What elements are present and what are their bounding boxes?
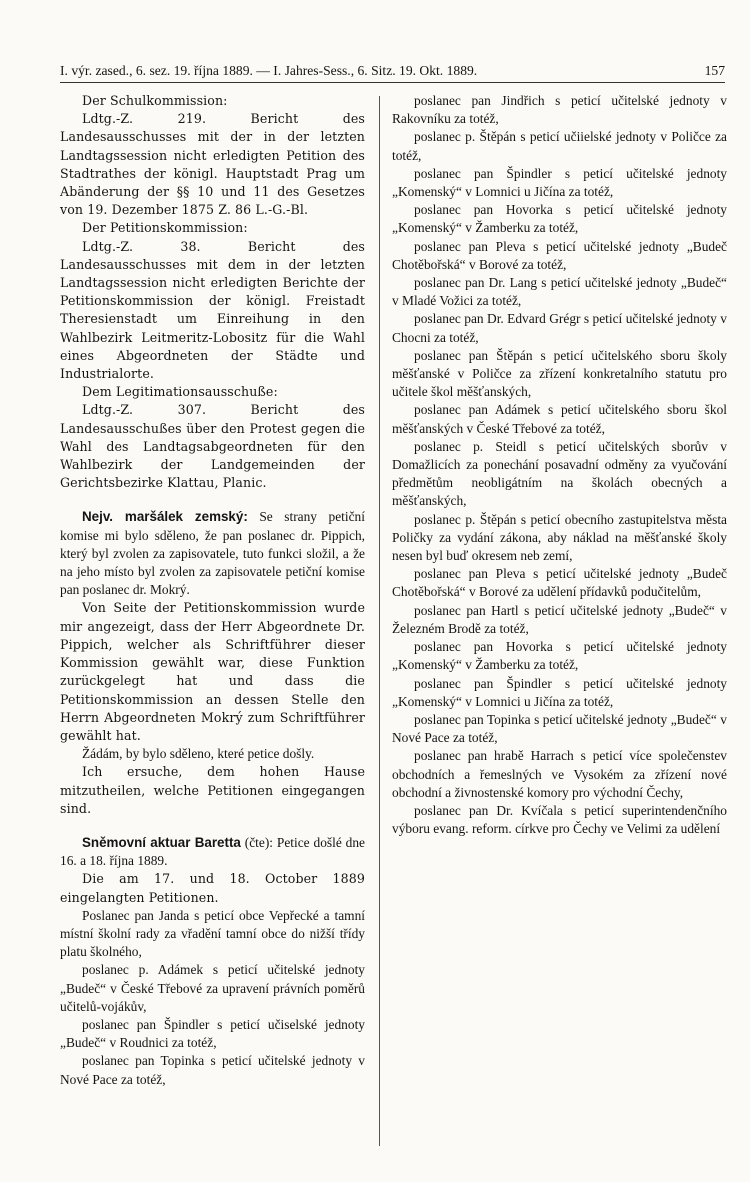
paragraph [392,401,727,437]
paragraph-text: poslanec pan Jindřich s peticí učitelské jednoty v Rakovníku za totéž, [392,93,727,127]
right-column [392,92,727,838]
paragraph-text: Se strany petiční komise mi bylo sděleno, že pan poslanec dr. Pippich, který byl zvolen za zapisovatele, tuto funkci složil, a že na jeho místo byl zvolen za zapisovatele petiční komise pan poslanec dr. Mokrý. [60,509,365,598]
paragraph-text: Ldtg.-Z. 38. Bericht des Landesausschusses mit dem in der letzten Landtagssession nicht erledigten Berichte der Petitionskommission der königl. Freistadt Theresienstadt um Einreihung in den Wahlbezirk Leitmeritz-Lobositz für die Wahl eines Abgeordneten der Städte und Industrialorte. [60,238,365,382]
paragraph-text: Der Petitionskommission: [82,220,248,236]
paragraph [392,802,727,838]
paragraph-text: poslanec pan Hartl s peticí učitelské jednoty „Budeč“ v Železném Brodě za totéž, [392,602,727,636]
speaker-name: Sněmovní aktuar Baretta [82,834,241,850]
paragraph-text: Dem Legitimationsausschuße: [82,384,278,400]
speaker-name: Nejv. maršálek zemský: [82,509,248,525]
paragraph-text: Der Schulkommission: [82,93,228,108]
paragraph-text: Ldtg.-Z. 219. Bericht des Landesausschusses mit der in der letzten Landtagssession nicht erledigten Petition des Stadtrathes der königl. Hauptstadt Prag um Abänderung der §§ 10 und 11 des Gesetzes von 19. Dezember 1875 Z. 86 L.-G.-Bl. [60,111,365,218]
paragraph-text: poslanec pan Topinka s peticí učitelské jednoty v Nové Pace za totéž, [60,1053,365,1087]
paragraph-text: poslanec pan Adámek s peticí učitelského sboru škol měšťanských v České Třebové za totéž, [392,402,727,436]
paragraph [392,92,727,128]
paragraph-text: poslanec pan Hovorka s peticí učitelské jednoty „Komenský“ v Žamberku za totéž, [392,202,727,236]
paragraph-text: poslanec p. Štěpán s peticí učiielské jednoty v Poličce za totéž, [392,129,727,163]
column-divider [379,96,380,1146]
paragraph [392,347,727,402]
paragraph [60,92,365,110]
paragraph-text: poslanec pan hrabě Harrach s peticí více společenstev obchodních a řemeslných ve Vysokém za zřízení nové obchodní a živnostenské komory pro východní Čechy, [392,748,727,800]
paragraph [60,1052,365,1088]
header-rule [60,82,725,83]
paragraph [60,870,365,906]
paragraph [60,508,365,599]
paragraph-text: poslanec pan Topinka s peticí učitelské jednoty „Budeč“ v Nové Pace za totéž, [392,711,727,746]
paragraph [392,310,727,346]
paragraph [392,238,727,274]
paragraph-text: poslanec pan Špindler s peticí učitelské jednoty „Komenský“ v Lomnici u Jičína za totéž, [392,165,727,200]
paragraph-text: (čte): Petice došlé dne 16. a 18. října 1889. [60,834,365,869]
paragraph [392,165,727,201]
paragraph [392,602,727,638]
paragraph-text: poslanec pan Pleva s peticí učitelské jednoty „Budeč Chotěbořská“ v Borové za totéž, [392,238,727,272]
left-column [60,92,365,1089]
paragraph-text: poslanec pan Dr. Lang s peticí učitelské jednoty „Budeč“ v Mladé Vožici za totéž, [392,275,727,309]
paragraph-text: Žádám, by bylo sděleno, které petice došly. [82,746,315,762]
paragraph [392,511,727,566]
paragraph [392,747,727,802]
paragraph [392,438,727,511]
paragraph [60,599,365,745]
paragraph [60,110,365,219]
paragraph [392,274,727,310]
paragraph-text: poslanec pan Hovorka s peticí učitelské jednoty „Komenský“ v Žamberku za totéž, [392,639,727,673]
paragraph-text: poslanec p. Adámek s peticí učitelské jednoty „Budeč“ v České Třebové za upravení právních poměrů učitelů-vojákův, [60,962,365,1014]
paragraph [60,1016,365,1052]
paragraph-text: poslanec pan Štěpán s peticí učitelského sboru školy měšťanské v Poličce za zřízení konkretalního statutu pro učitele škol měšťanských, [392,347,727,400]
paragraph [392,201,727,237]
paragraph [60,383,365,401]
paragraph-text: Poslanec pan Janda s peticí obce Vepřecké a tamní místní školní rady za vřadění tamní obce do nižší třídy platu školného, [60,907,365,960]
paragraph-text: Von Seite der Petitionskommission wurde mir angezeigt, dass der Herr Abgeordnete Dr. Pippich, welcher als Schriftführer dieser Kommission gewählt war, diese Funktion zurückgelegt hat und dass die Petitionskommission an dessen Stelle den Herrn Abgeordneten Mokrý zum Schriftführer gewählt hat. [60,600,365,743]
paragraph [60,961,365,1016]
paragraph [60,745,365,763]
paragraph [60,907,365,962]
page-number: 157 [704,63,725,78]
paragraph-text: Die am 17. und 18. October 1889 eingelangten Petitionen. [60,871,365,905]
paragraph [392,711,727,747]
paragraph-text: Ldtg.-Z. 307. Bericht des Landesausschußes über den Protest gegen die Wahl des Landtagsabgeordneten für den Wahlbezirk der Landgemeinden der Gerichtsbezirke Klattau, Planic. [60,402,365,491]
paragraph-text: Ich ersuche, dem hohen Hause mitzutheilen, welche Petitionen eingegangen sind. [60,764,365,816]
paragraph [60,238,365,384]
paragraph-text: poslanec pan Dr. Edvard Grégr s peticí učitelské jednoty v Chocni za totéž, [392,311,727,345]
paragraph [392,128,727,164]
paragraph-text: poslanec pan Dr. Kvíčala s peticí superintendenčního výboru evang. reform. církve pro Čechy ve Velimi za udělení [392,802,727,837]
paragraph [392,565,727,601]
running-header [60,60,725,82]
paragraph-text: poslanec pan Špindler s peticí učitelské jednoty „Komenský“ v Lomnici u Jičína za totéž, [392,675,727,709]
paragraph [60,763,365,818]
paragraph-text: poslanec p. Štěpán s peticí obecního zastupitelstva města Poličky za vydání zákona, aby náklad na měšťanské školy nesen byl buď okresem neb zemí, [392,511,727,564]
paragraph [60,834,365,870]
paragraph [60,401,365,492]
paragraph [392,675,727,711]
paragraph-text: poslanec pan Pleva s peticí učitelské jednoty „Budeč Chotěbořská“ v Borové za udělení přídavků podučitelům, [392,566,727,600]
paragraph [60,219,365,237]
paragraph-text: poslanec pan Špindler s peticí učiselské jednoty „Budeč“ v Roudnici za totéž, [60,1016,365,1051]
paragraph [392,638,727,674]
paragraph-text: poslanec p. Steidl s peticí učitelských sborův v Domažlicích za ponechání posavadní odměny za vyučování předmětům neobligátním na školách obecných a měšťanských, [392,438,727,509]
header-left: I. výr. zased., 6. sez. 19. října 1889. — I. Jahres-Sess., 6. Sitz. 19. Okt. 1889. [60,63,478,78]
